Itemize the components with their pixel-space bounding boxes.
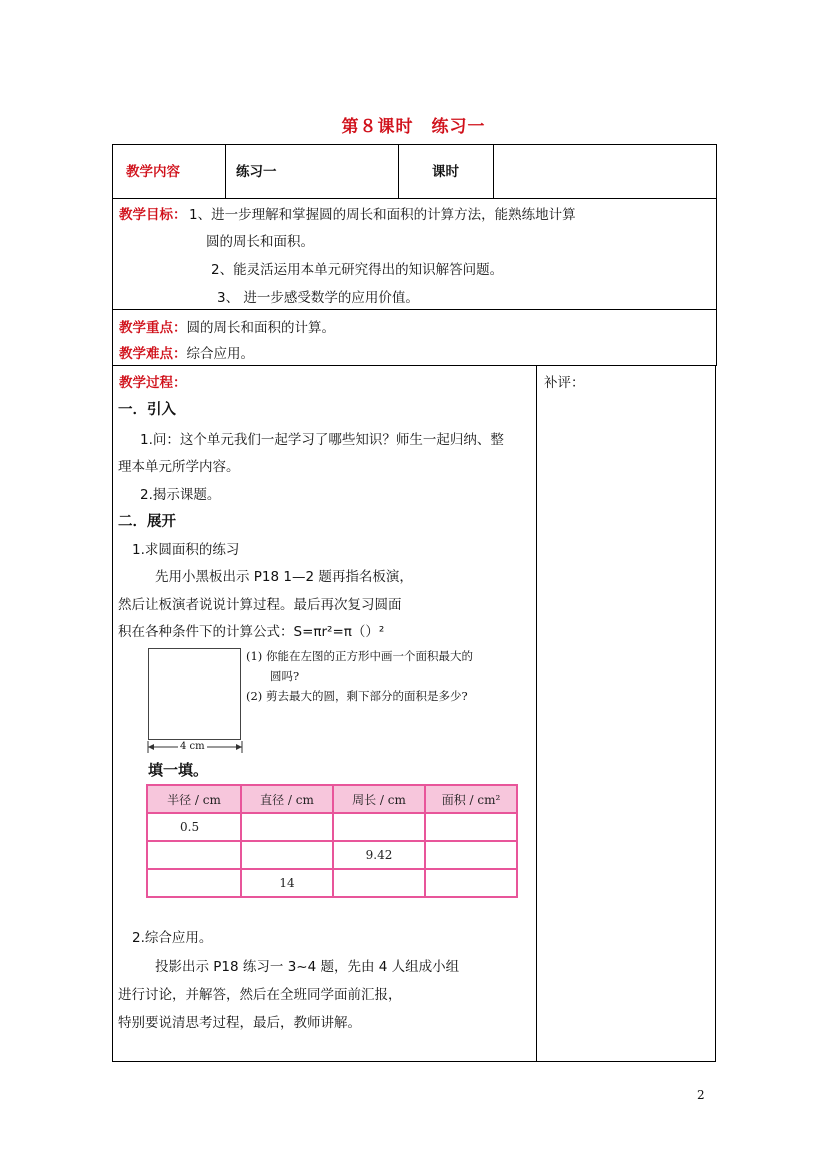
table-cell <box>425 813 517 841</box>
fill-table <box>146 784 518 898</box>
table-cell: 0.5 <box>147 813 241 841</box>
s1-item1-b: 理本单元所学内容。 <box>118 459 240 475</box>
s2-item2: 2.综合应用。 <box>132 930 213 946</box>
s2-item1: 1.求圆面积的练习 <box>132 542 240 558</box>
focus-line <box>119 318 335 338</box>
square-figure <box>148 648 241 740</box>
square-dimension-label: 4 cm <box>180 741 205 752</box>
objective-3: 3、 进一步感受数学的应用价值。 <box>217 290 419 306</box>
section2-title: 二．展开 <box>118 514 176 530</box>
table-cell <box>241 841 333 869</box>
s2-item1-p2: 然后让板演者说说计算过程。最后再次复习圆面 <box>118 597 402 613</box>
table-cell <box>147 841 241 869</box>
objective-2: 2、能灵活运用本单元研究得出的知识解答问题。 <box>211 262 504 278</box>
figure-question-1b: 圆吗? <box>270 669 300 683</box>
focus-label: 教学重点： <box>119 320 187 336</box>
difficulty-label: 教学难点： <box>119 346 187 362</box>
s2-item2-p2: 进行讨论，并解答，然后在全班同学面前汇报， <box>118 987 402 1003</box>
table-cell <box>333 813 425 841</box>
s2-item1-p3: 积在各种条件下的计算公式：S=πr²=π（）² <box>118 624 385 640</box>
header-diameter: 直径 / cm <box>241 785 333 813</box>
table-cell <box>333 869 425 897</box>
table-cell <box>425 841 517 869</box>
page-number: 2 <box>697 1088 705 1102</box>
header-circumference: 周长 / cm <box>333 785 425 813</box>
table-cell: 9.42 <box>333 841 425 869</box>
figure-question-2: (2) 剪去最大的圆，剩下部分的面积是多少? <box>246 689 468 703</box>
table-cell <box>425 869 517 897</box>
s1-item1-a: 1.问：这个单元我们一起学习了哪些知识？师生一起归纳、整 <box>140 432 504 448</box>
table-cell <box>241 813 333 841</box>
page-title: 第８课时 练习一 <box>341 117 486 137</box>
table-cell <box>147 869 241 897</box>
table-row <box>147 841 517 869</box>
objectives-label: 教学目标： <box>119 207 187 223</box>
fill-title: 填一填。 <box>148 761 209 779</box>
difficulty-text: 综合应用。 <box>186 346 254 362</box>
objective-1b: 圆的周长和面积。 <box>206 234 314 250</box>
header-radius: 半径 / cm <box>147 785 241 813</box>
difficulty-line <box>119 344 254 364</box>
s2-item2-p1: 投影出示 P18 练习一 3~4 题，先由 4 人组成小组 <box>155 959 460 975</box>
s1-item2: 2.揭示课题。 <box>140 487 221 503</box>
figure-question-1a: (1) 你能在左图的正方形中画一个面积最大的 <box>246 649 473 663</box>
table-row <box>147 813 517 841</box>
header-row <box>112 144 717 199</box>
objective-1: 1、进一步理解和掌握圆的周长和面积的计算方法，能熟练地计算 <box>189 207 576 223</box>
header-area: 面积 / cm² <box>425 785 517 813</box>
table-cell: 14 <box>241 869 333 897</box>
table-row <box>147 869 517 897</box>
fill-table-header <box>147 785 517 813</box>
period-label: 课时 <box>432 164 459 180</box>
comment-label: 补评： <box>544 375 585 391</box>
content-value: 练习一 <box>236 164 277 180</box>
content-label: 教学内容 <box>126 164 180 180</box>
s2-item1-p1: 先用小黑板出示 P18 1—2 题再指名板演， <box>155 569 413 585</box>
focus-text: 圆的周长和面积的计算。 <box>186 320 335 336</box>
s2-item2-p3: 特别要说清思考过程，最后，教师讲解。 <box>118 1015 361 1031</box>
section1-title: 一．引入 <box>118 402 176 418</box>
process-label: 教学过程： <box>119 375 187 391</box>
